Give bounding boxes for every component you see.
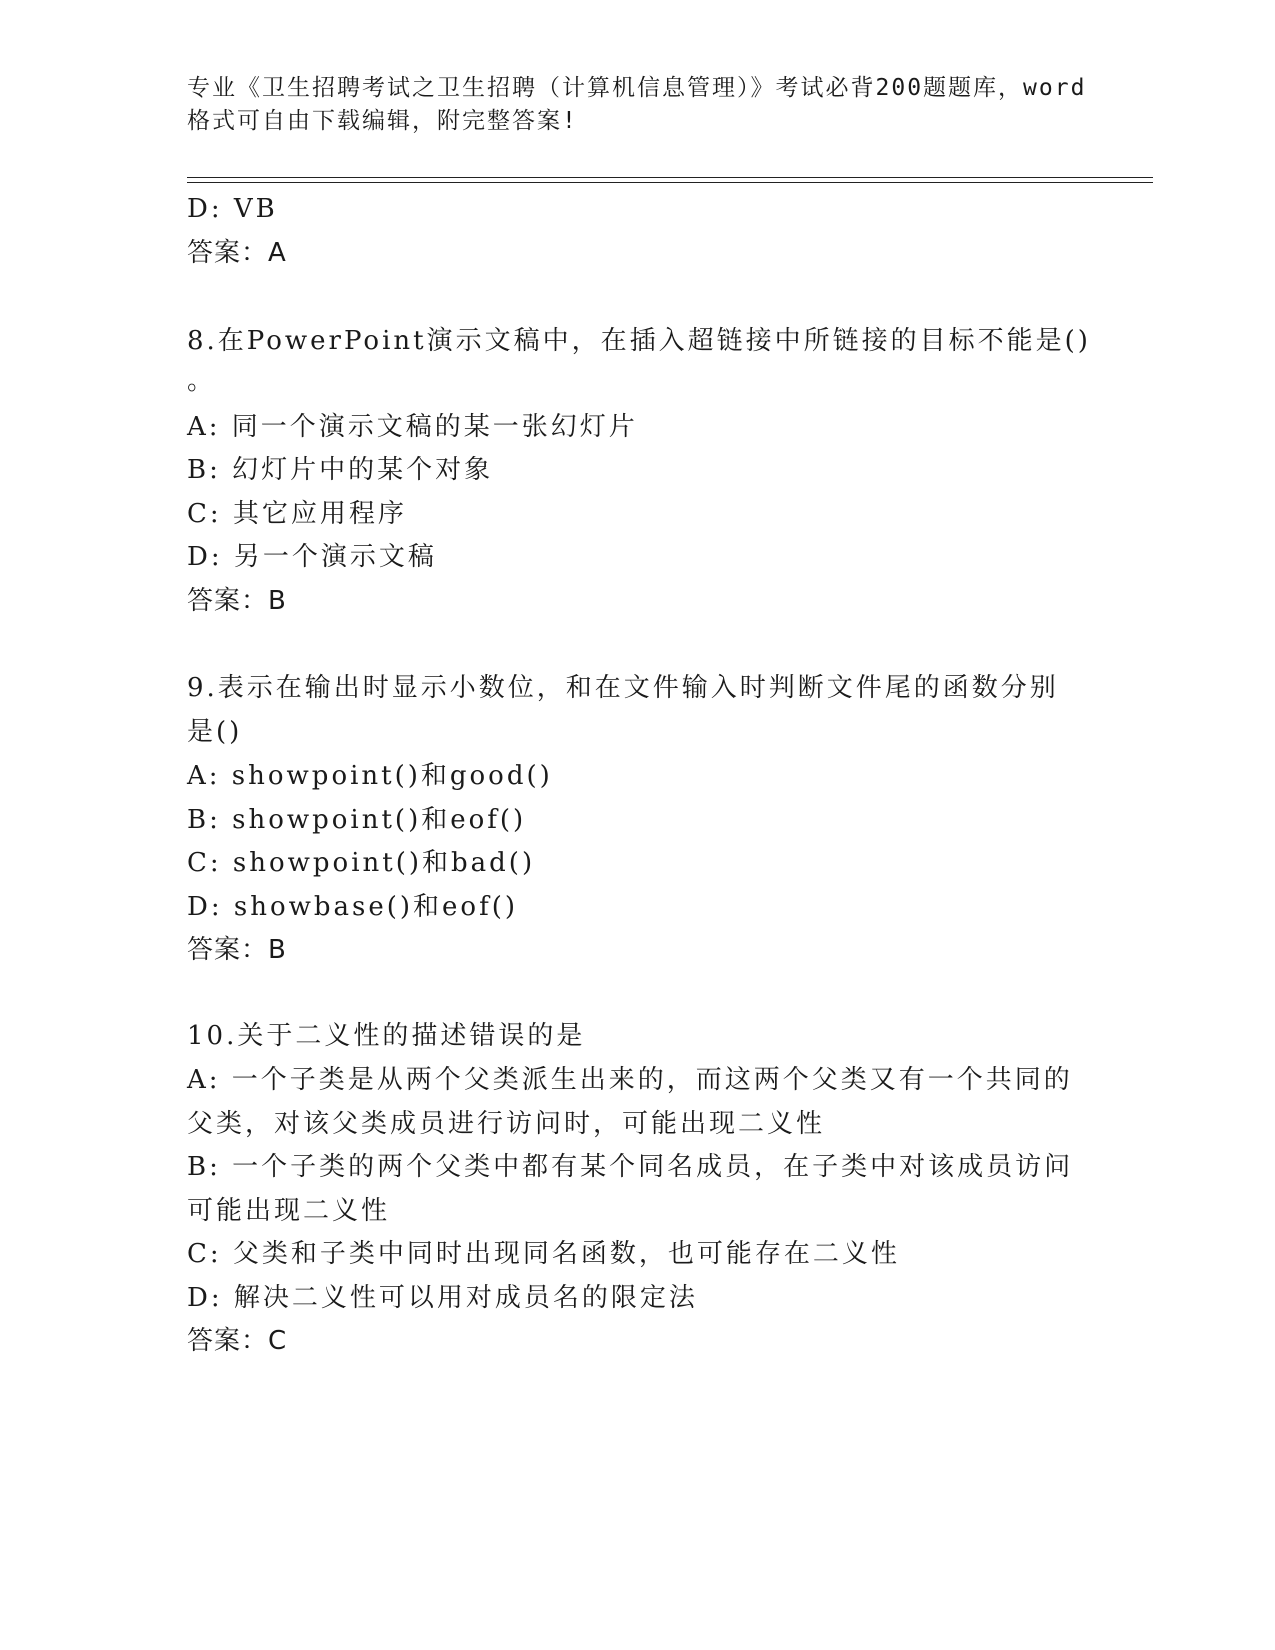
- q10-answer: 答案：C: [187, 1326, 288, 1356]
- document-header: [187, 72, 1087, 138]
- q8-answer: 答案：B: [187, 586, 287, 616]
- q10-option-b-line-2: 可能出现二义性: [187, 1196, 391, 1226]
- q10-option-c: C: 父类和子类中同时出现同名函数，也可能存在二义性: [187, 1239, 900, 1269]
- q9-stem-line-1: 9.表示在输出时显示小数位，和在文件输入时判断文件尾的函数分别: [187, 673, 1059, 703]
- q9-option-d: D: showbase()和eof(): [187, 892, 518, 922]
- q9-answer: 答案：B: [187, 935, 287, 965]
- q8-stem-line-1: 8.在PowerPoint演示文稿中，在插入超链接中所链接的目标不能是(): [187, 326, 1091, 356]
- header-divider-top: [187, 177, 1153, 178]
- q10-option-b-line-1: B: 一个子类的两个父类中都有某个同名成员，在子类中对该成员访问: [187, 1152, 1074, 1182]
- q10-option-a-line-1: A: 一个子类是从两个父类派生出来的，而这两个父类又有一个共同的: [187, 1065, 1073, 1095]
- q10-option-d: D: 解决二义性可以用对成员名的限定法: [187, 1283, 698, 1313]
- q8-option-c: C: 其它应用程序: [187, 499, 407, 529]
- q9-option-c: C: showpoint()和bad(): [187, 848, 536, 878]
- prev-answer: 答案：A: [187, 238, 287, 268]
- q8-stem-line-2: 。: [187, 366, 217, 396]
- header-divider-bottom: [187, 182, 1153, 183]
- header-line-1: 专业《卫生招聘考试之卫生招聘（计算机信息管理）》考试必背200题题库，word: [187, 75, 1087, 101]
- q9-option-b: B: showpoint()和eof(): [187, 805, 527, 835]
- q9-stem-line-2: 是(): [187, 717, 243, 747]
- q8-option-b: B: 幻灯片中的某个对象: [187, 455, 494, 485]
- q9-option-a: A: showpoint()和good(): [187, 761, 553, 791]
- q8-option-d: D: 另一个演示文稿: [187, 542, 437, 572]
- q10-option-a-line-2: 父类，对该父类成员进行访问时，可能出现二义性: [187, 1109, 826, 1139]
- q10-stem: 10.关于二义性的描述错误的是: [187, 1021, 586, 1051]
- header-line-2: 格式可自由下载编辑，附完整答案!: [187, 108, 578, 134]
- prev-option-d: D: VB: [187, 194, 278, 224]
- q8-option-a: A: 同一个演示文稿的某一张幻灯片: [187, 412, 638, 442]
